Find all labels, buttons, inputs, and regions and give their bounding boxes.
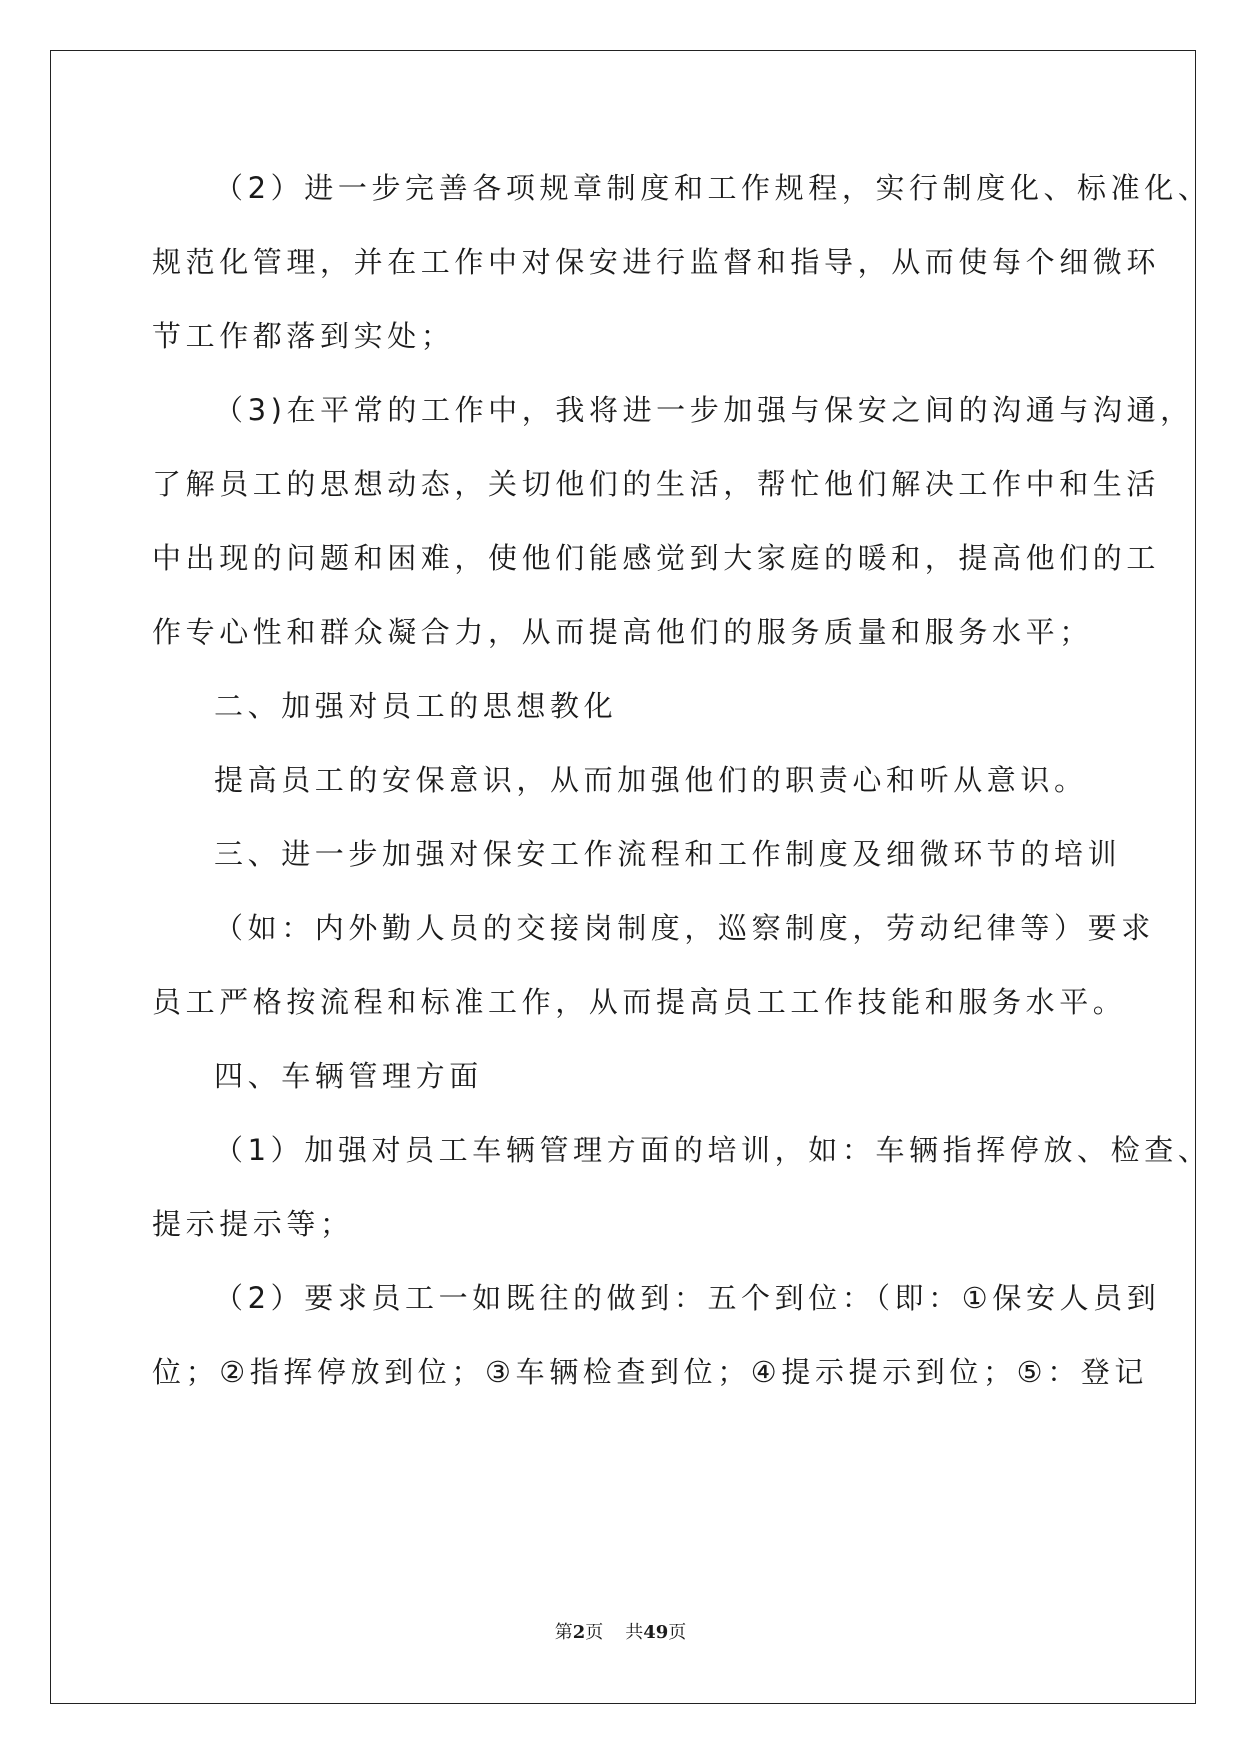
text-line-17: 位；②指挥停放到位；③车辆检查到位；④提示提示到位；⑤：登记 (152, 1355, 1148, 1389)
text-line-6: 中出现的问题和困难，使他们能感觉到大家庭的暖和，提高他们的工 (152, 541, 1161, 575)
text-line-12: 员工严格按流程和标准工作，从而提高员工工作技能和服务水平。 (152, 985, 1127, 1019)
text-line-11: （如：内外勤人员的交接岗制度，巡察制度，劳动纪律等）要求 (214, 911, 1155, 945)
section-heading-4: 四、车辆管理方面 (214, 1059, 483, 1093)
text-line-15: 提示提示等； (152, 1207, 354, 1241)
footer-prefix: 第 (554, 1622, 573, 1643)
page-border (50, 50, 1196, 1704)
footer-total-prefix: 共 (625, 1622, 644, 1643)
page-footer (0, 1618, 1241, 1644)
footer-page-unit: 页 (585, 1622, 604, 1643)
text-line-7: 作专心性和群众凝合力，从而提高他们的服务质量和服务水平； (152, 615, 1093, 649)
text-line-9: 提高员工的安保意识，从而加强他们的职责心和听从意识。 (214, 763, 1088, 797)
text-line-4: （3)在平常的工作中，我将进一步加强与保安之间的沟通与沟通， (214, 393, 1194, 427)
section-heading-2: 二、加强对员工的思想教化 (214, 689, 618, 723)
text-line-2: 规范化管理，并在工作中对保安进行监督和指导，从而使每个细微环 (152, 245, 1161, 279)
text-line-16: （2）要求员工一如既往的做到：五个到位：（即：①保安人员到 (214, 1281, 1161, 1315)
current-page-number: 2 (572, 1622, 586, 1643)
section-heading-3: 三、进一步加强对保安工作流程和工作制度及细微环节的培训 (214, 837, 1122, 871)
text-line-14: （1）加强对员工车辆管理方面的培训，如：车辆指挥停放、检查、 (214, 1133, 1212, 1167)
text-line-3: 节工作都落到实处； (152, 319, 455, 353)
footer-total-unit: 页 (668, 1622, 687, 1643)
total-page-number: 49 (643, 1622, 669, 1643)
text-line-5: 了解员工的思想动态，关切他们的生活，帮忙他们解决工作中和生活 (152, 467, 1161, 501)
text-line-1: （2）进一步完善各项规章制度和工作规程，实行制度化、标准化、 (214, 171, 1212, 205)
